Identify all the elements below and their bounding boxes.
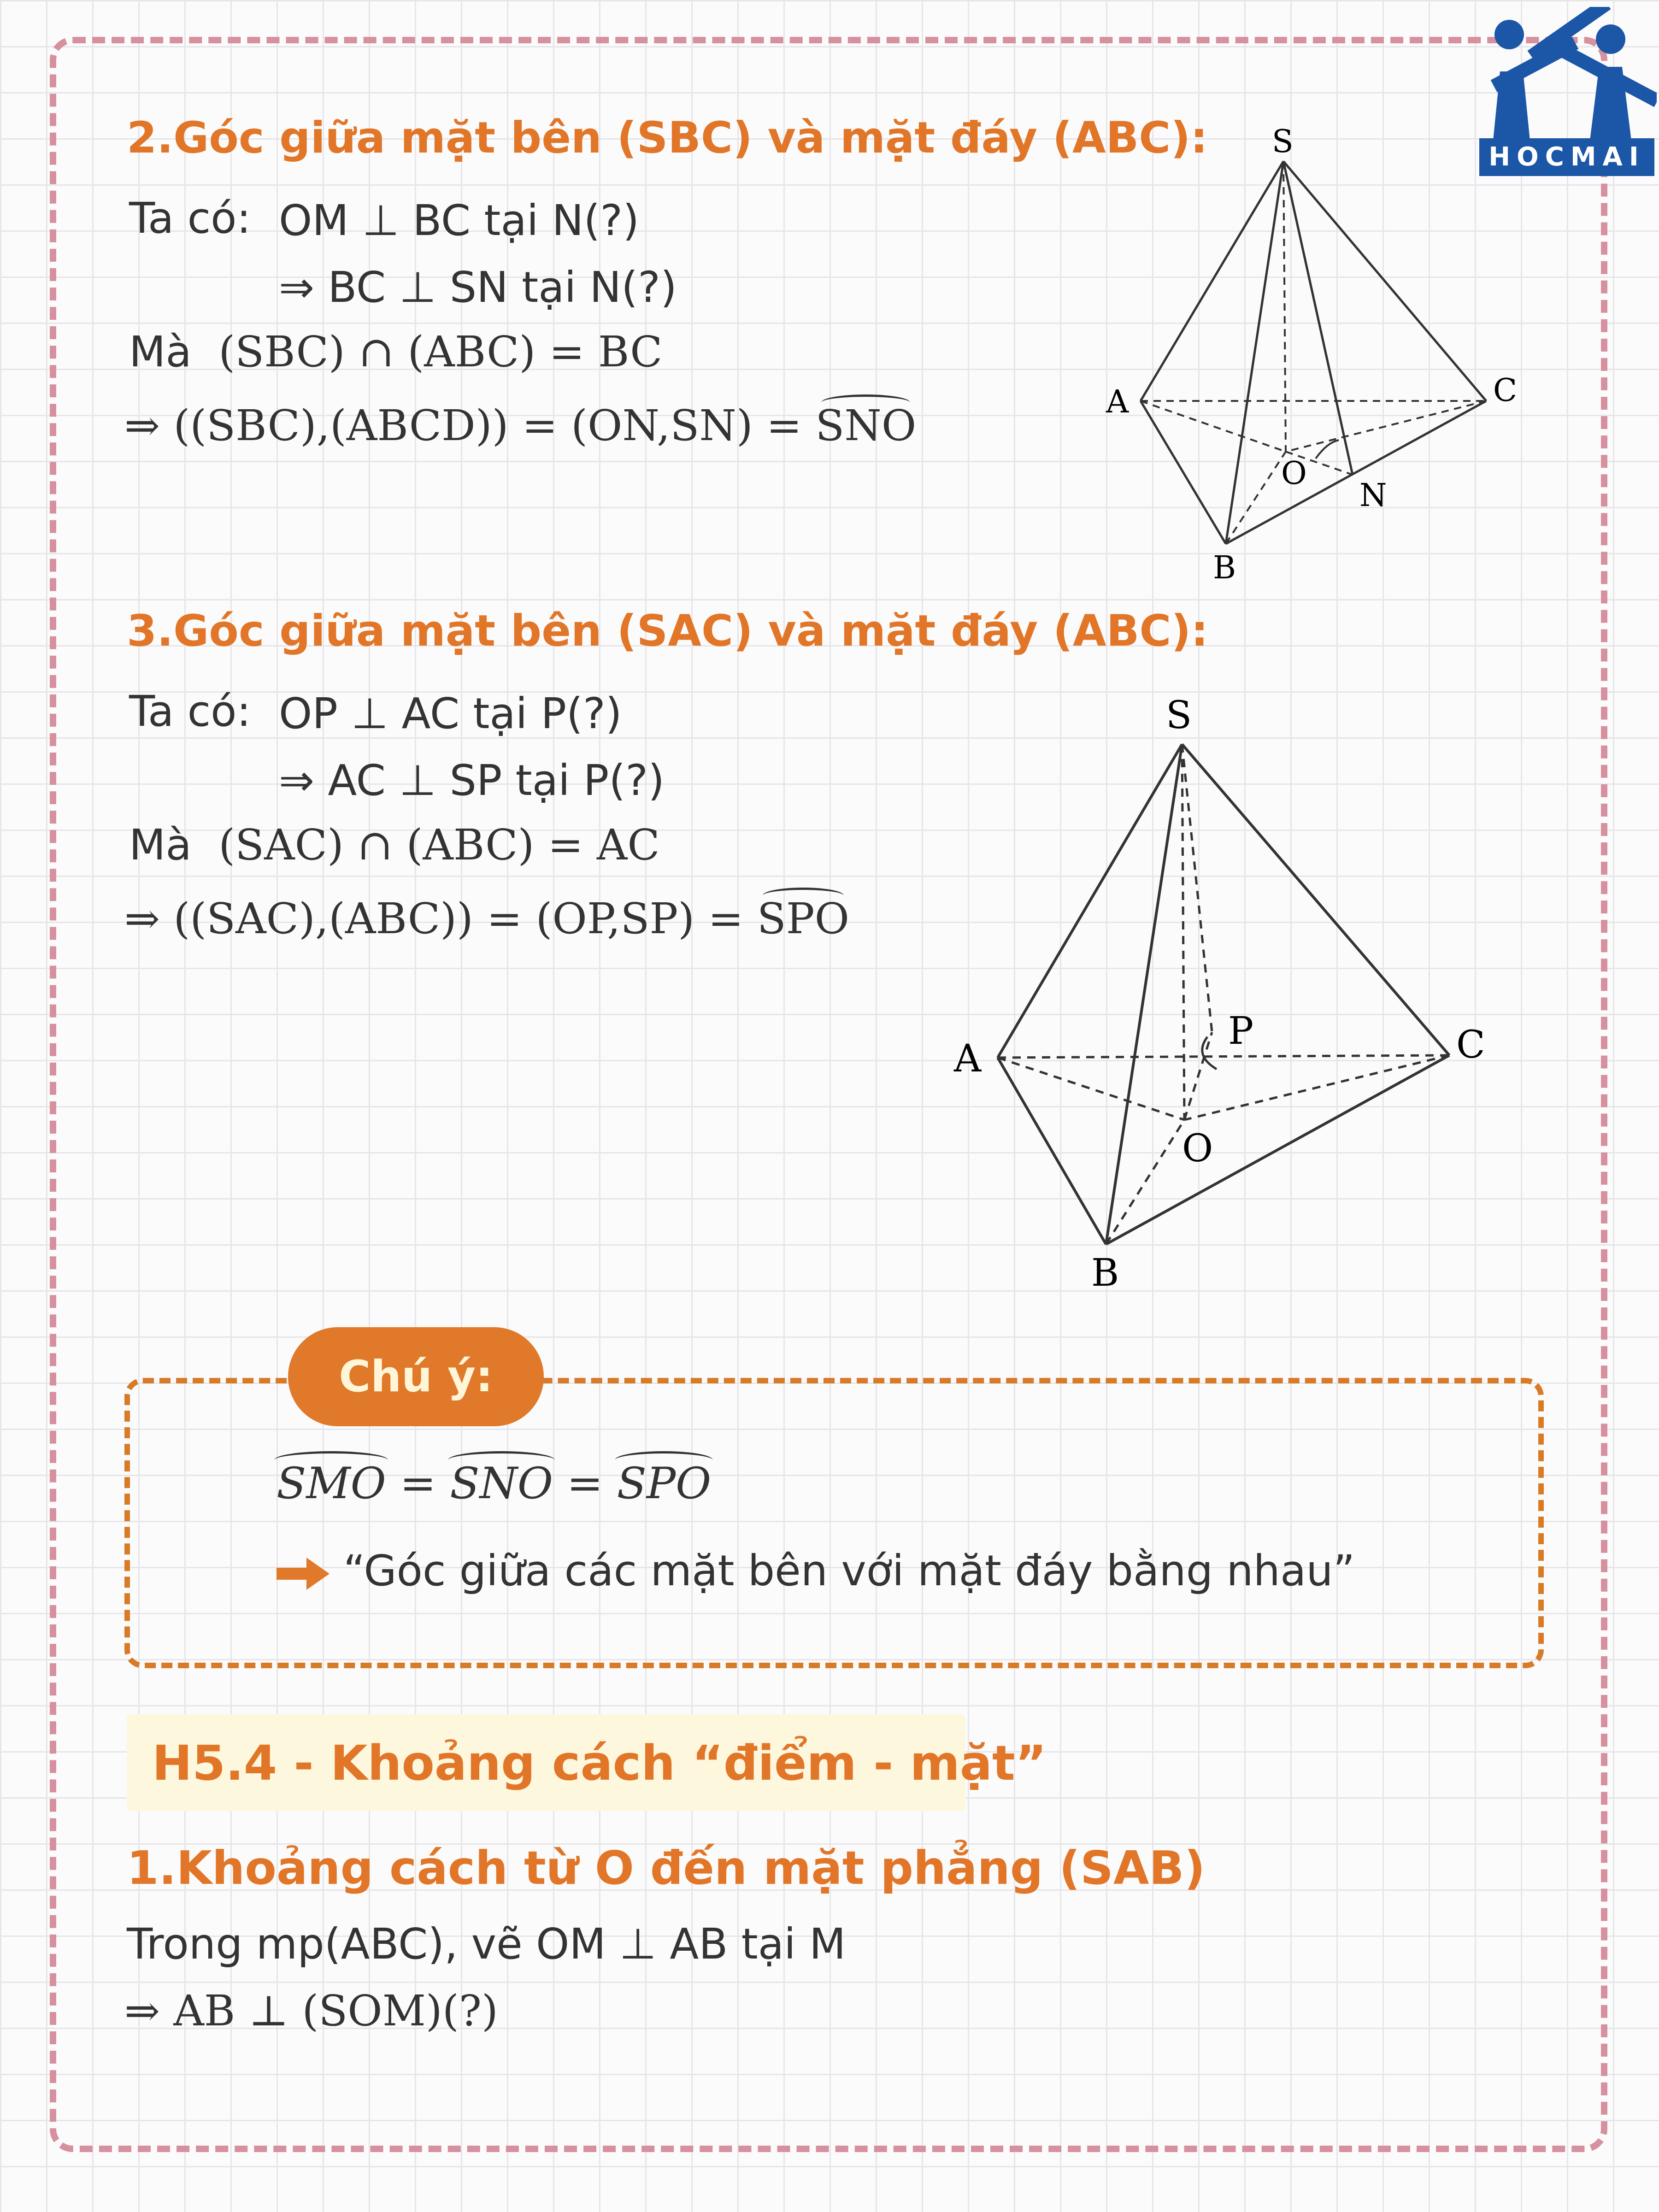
fig2-label-c: C [1456,1023,1485,1067]
pyramid-figure-sbc [1097,115,1539,604]
section3-heading: 3.Góc giữa mặt bên (SAC) và mặt đáy (ABC): [127,606,1208,656]
s2-ta-co: Ta có: [129,194,251,243]
s3-line4-pre: ⇒ ((SAC),(ABC)) = (OP,SP) = [124,894,757,943]
s3-line2: ⇒ AC ⊥ SP tại P(?) [279,756,665,805]
h54-subheading: 1.Khoảng cách từ O đến mặt phẳng (SAB) [127,1841,1206,1895]
h54-line1: Trong mp(ABC), vẽ OM ⊥ AB tại M [127,1919,846,1969]
note-eq-1: = [400,1459,436,1509]
s2-line4 [124,401,916,450]
section-h54-title: H5.4 - Khoảng cách “điểm - mặt” [152,1735,1047,1791]
section2-heading: 2.Góc giữa mặt bên (SBC) và mặt đáy (ABC): [127,113,1208,163]
s2-line3 [129,327,663,377]
note-eq-2: = [566,1459,603,1509]
fig2-label-s: S [1166,694,1192,737]
fig2-label-o: O [1182,1127,1213,1171]
s3-line3-math: (SAC) ∩ (ABC) = AC [218,820,660,870]
h54-line2: ⇒ AB ⊥ (SOM)(?) [124,1986,498,2036]
fig1-label-n: N [1359,477,1387,514]
logo-text: HOCMAI [1479,138,1654,176]
fig1-label-a: A [1106,384,1129,420]
s2-line4-pre: ⇒ ((SBC),(ABCD)) = (ON,SN) = [124,401,816,450]
note-angle-smo: SMO [276,1459,386,1509]
fig2-label-a: A [954,1037,982,1081]
s2-ma: Mà [129,327,192,377]
note-formula [276,1459,711,1509]
fig1-label-o: O [1281,455,1307,492]
note-title: Chú ý: [288,1327,544,1426]
s2-line1: OM ⊥ BC tại N(?) [279,196,640,245]
s3-line3 [129,820,660,870]
s3-line4 [124,894,849,943]
s3-ma: Mà [129,820,192,870]
s2-line3-math: (SBC) ∩ (ABC) = BC [218,327,663,377]
s3-line1: OP ⊥ AC tại P(?) [279,689,622,738]
fig1-label-b: B [1213,550,1236,586]
note-angle-spo: SPO [617,1459,712,1509]
s3-ta-co: Ta có: [129,687,251,736]
fig1-label-s: S [1272,124,1294,160]
s3-angle-spo: SPO [757,894,850,943]
fig2-label-b: B [1091,1251,1119,1295]
s2-angle-sno: SNO [815,401,917,450]
note-angle-sno: SNO [450,1459,553,1509]
note-line [276,1546,1355,1595]
fig2-label-p: P [1228,1009,1254,1053]
pyramid-figure-sac [940,682,1539,1309]
fig1-label-c: C [1493,372,1518,409]
arrow-right-icon [276,1558,329,1590]
note-text: “Góc giữa các mặt bên với mặt đáy bằng nhau” [343,1546,1355,1595]
s2-line2: ⇒ BC ⊥ SN tại N(?) [279,263,677,312]
